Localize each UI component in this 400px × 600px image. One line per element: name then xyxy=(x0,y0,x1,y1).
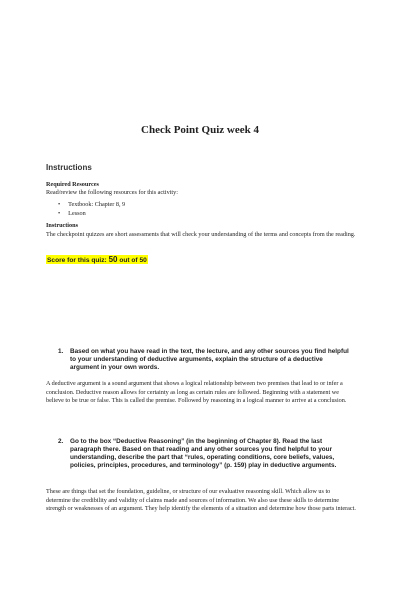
resources-list xyxy=(58,201,125,218)
question-1 xyxy=(58,348,352,372)
question-number: 1. xyxy=(58,348,64,355)
question-text: Based on what you have read in the text, the lecture, and any other sources you find helpful to your understanding of deductive arguments, explain the structure of a deductive argument in your own words. xyxy=(70,348,349,371)
score-suffix: out of 50 xyxy=(119,257,147,264)
instructions-label: Instructions xyxy=(46,222,78,229)
question-2 xyxy=(58,438,352,470)
instructions-heading: Instructions xyxy=(46,163,92,172)
answer-1: A deductive argument is a sound argument that shows a logical relationship between two premises that lead to or infer a conclusion. Deductive reason allows for certainty as long as certain rules are followed. Beginning with a statement we believe to be true or false. This is called the premise. Followed by reasoning in a logical manner to arrive at a conclusion. xyxy=(46,380,347,404)
score-prefix: Score for this quiz: xyxy=(47,257,107,264)
score-highlight xyxy=(46,255,148,264)
required-resources-label: Required Resources xyxy=(46,181,99,188)
resource-item: • Textbook: Chapter 8, 9 xyxy=(58,201,125,210)
instructions-text: The checkpoint quizzes are short assessments that will check your understanding of the terms and concepts from the reading. xyxy=(46,231,356,238)
document-title: Check Point Quiz week 4 xyxy=(141,124,259,136)
question-text: Go to the box “Deductive Reasoning” (in the beginning of Chapter 8). Read the last paragraph there. Based on that reading and any other sources you find helpful to your understanding, describe the part that “rules, operating conditions, core beliefs, values, policies, principles, procedures, and terminology” (p. 159) play in deductive arguments. xyxy=(70,438,337,469)
resource-item: • Lesson xyxy=(58,210,125,219)
answer-2: These are things that set the foundation, guideline, or structure of our evaluative reasoning skill. Which allow us to determine the credibility and validity of claims made and sources of information. We also use these skills to determine strength or weaknesses of an argument. They help identify the elements of a situation and determine how those parts interact. xyxy=(46,488,356,512)
score-value: 50 xyxy=(108,255,118,264)
read-review-text: Read/review the following resources for this activity: xyxy=(46,189,178,196)
question-number: 2. xyxy=(58,438,64,445)
